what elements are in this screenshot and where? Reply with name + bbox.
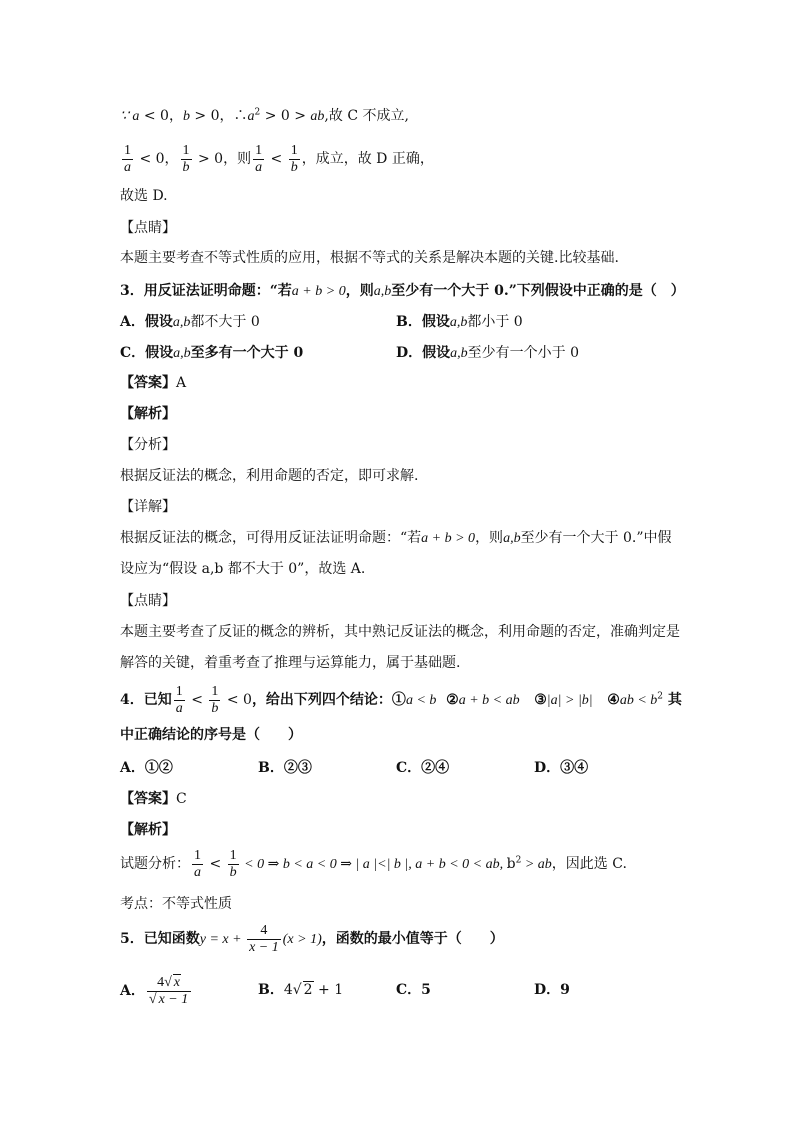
label-jiexi-3: 【解析】	[120, 406, 176, 422]
q3-option-c-label: C．假设	[120, 345, 174, 361]
q2-line-1: ∵ a < 0，b > 0，$\therefore a^2 > 0$ > ab,故 C 不成立,	[120, 107, 409, 124]
q3-answer	[120, 373, 186, 393]
q5-stem: 5．已知函数y = x + $\frac{4}{x - 1}$ (x > 1)，函数的最小值等于（ ）	[120, 922, 504, 955]
q2-line2-mid: ，则	[223, 151, 252, 167]
q3-stem-b: ，则	[345, 283, 374, 299]
q3-option-a: A．假设a,b都不大于 0	[120, 314, 260, 330]
q5-option-b-label: B．	[258, 982, 284, 998]
q3-stem-a: 3．用反证法证明命题：“若	[120, 283, 292, 299]
q3-option-b-label: B．假设	[396, 314, 450, 330]
label-xiangjie-3: 【详解】	[120, 499, 176, 515]
q4-analysis-label: 试题分析：	[120, 856, 190, 872]
q3-option-a-text: 都不大于 0	[190, 314, 260, 330]
label-answer-4: 【答案】	[120, 791, 176, 807]
q2-line1-mid: ，∴	[219, 108, 248, 124]
q4-option-a: A．①②	[120, 760, 173, 776]
q2-line-2: $\frac{1}{a}$ < 0， $\frac{1}{b}$ > 0，则 $\frac{1}{a}$ < $\frac{1}{b}$ ，成立，故 D 正确，	[124, 142, 434, 175]
q4-answer-value: C	[176, 791, 187, 807]
q4-option-c: C．②④	[396, 760, 450, 776]
q3-note-line-1: 本题主要考查了反证的概念的辨析，其中熟记反证法的概念，利用命题的否定，准确判定是	[120, 624, 680, 640]
q5-option-a-label: A．	[120, 983, 145, 999]
q3-detail-a: 根据反证法的概念，可得用反证法证明命题：“若	[120, 530, 422, 546]
q3-answer-value: A	[176, 375, 187, 391]
q4-option-d: D．③④	[534, 760, 589, 776]
q3-option-b-text: 都小于 0	[467, 314, 523, 330]
label-jiexi-4: 【解析】	[120, 822, 176, 838]
label-dianjing-1: 【点睛】	[120, 220, 176, 236]
label-fenxi-3: 【分析】	[120, 437, 176, 453]
q4-stem-a: 4．已知	[120, 692, 172, 708]
q2-conclusion: 故选 D.	[120, 188, 168, 204]
q4-stem-d: ③	[534, 692, 547, 708]
q2-note: 本题主要考查不等式性质的应用，根据不等式的关系是解决本题的关键.比较基础.	[120, 250, 619, 266]
q3-detail-c: 至少有一个大于 0.”中假	[520, 530, 672, 546]
q3-detail-b: ，则	[475, 530, 504, 546]
q3-note-line-2: 解答的关键，着重考查了推理与运算能力，属于基础题.	[120, 655, 461, 671]
q4-stem-line-1: 4．已知 $\frac{1}{a}$ < $\frac{1}{b}$ < 0，给出下列四个结论：①a < b ②a + b < ab ③|a| > |b| ④ab < $b^2$ 其	[120, 683, 682, 716]
q4-stem-b: ，给出下列四个结论：①	[251, 692, 406, 708]
q5-option-a: A． $\frac{4√ x}{√ x - 1}$	[120, 972, 193, 1010]
q3-detail-line-2: 设应为“假设 a,b 都不大于 0”，故选 A.	[120, 561, 366, 577]
q2-line2-end: ，成立，故 D 正确，	[301, 151, 434, 167]
q3-option-d-label: D．假设	[396, 345, 451, 361]
q3-option-c: C．假设a,b至多有一个大于 0	[120, 345, 304, 361]
q4-stem-line-2: 中正确结论的序号是（ ）	[120, 727, 302, 743]
q3-option-d-text: 至少有一个小于 0	[467, 345, 579, 361]
q3-detail-line-1: 根据反证法的概念，可得用反证法证明命题：“若a + b > 0，则a,b至少有一个大于 0.”中假	[120, 530, 672, 546]
q5-option-c: C．5	[396, 982, 431, 998]
label-dianjing-3: 【点睛】	[120, 593, 176, 609]
label-answer-3: 【答案】	[120, 375, 176, 391]
q3-option-d: D．假设a,b至少有一个小于 0	[396, 345, 579, 361]
q5-stem-a: 5．已知函数	[120, 931, 200, 947]
q3-stem: 3．用反证法证明命题：“若a + b > 0，则a,b至少有一个大于 0.”下列假设中正确的是（ ）	[120, 283, 685, 299]
q3-option-c-text: 至多有一个大于 0	[190, 345, 304, 361]
q2-line1-end: ,故 C 不成立,	[324, 108, 409, 124]
q4-stem-f: 其	[667, 692, 682, 708]
q4-stem-c: ②	[446, 692, 459, 708]
q3-option-a-label: A．假设	[120, 314, 173, 330]
q4-kaodian: 考点：不等式性质	[120, 896, 232, 912]
q3-fenxi-text: 根据反证法的概念，利用命题的否定，即可求解.	[120, 468, 419, 484]
q4-answer	[120, 789, 187, 809]
q5-option-d: D．9	[534, 982, 570, 998]
q3-stem-c: 至少有一个大于 0.”下列假设中正确的是（ ）	[391, 283, 685, 299]
q5-option-b: B．4√ 2 + 1	[258, 982, 344, 998]
q5-stem-b: ，函数的最小值等于（ ）	[321, 931, 504, 947]
q4-analysis-end: ，因此选 C.	[551, 856, 627, 872]
q4-stem-e: ④	[607, 692, 620, 708]
q4-option-b: B．②③	[258, 760, 312, 776]
q4-analysis: 试题分析： $\frac{1}{a}$ < $\frac{1}{b}$ < 0 ⇒ b < a < 0 ⇒ | a |<| b |, a + b < 0 < ab, $b^2$ > ab，因此选 C.	[120, 847, 627, 880]
q3-option-b: B．假设a,b都小于 0	[396, 314, 523, 330]
